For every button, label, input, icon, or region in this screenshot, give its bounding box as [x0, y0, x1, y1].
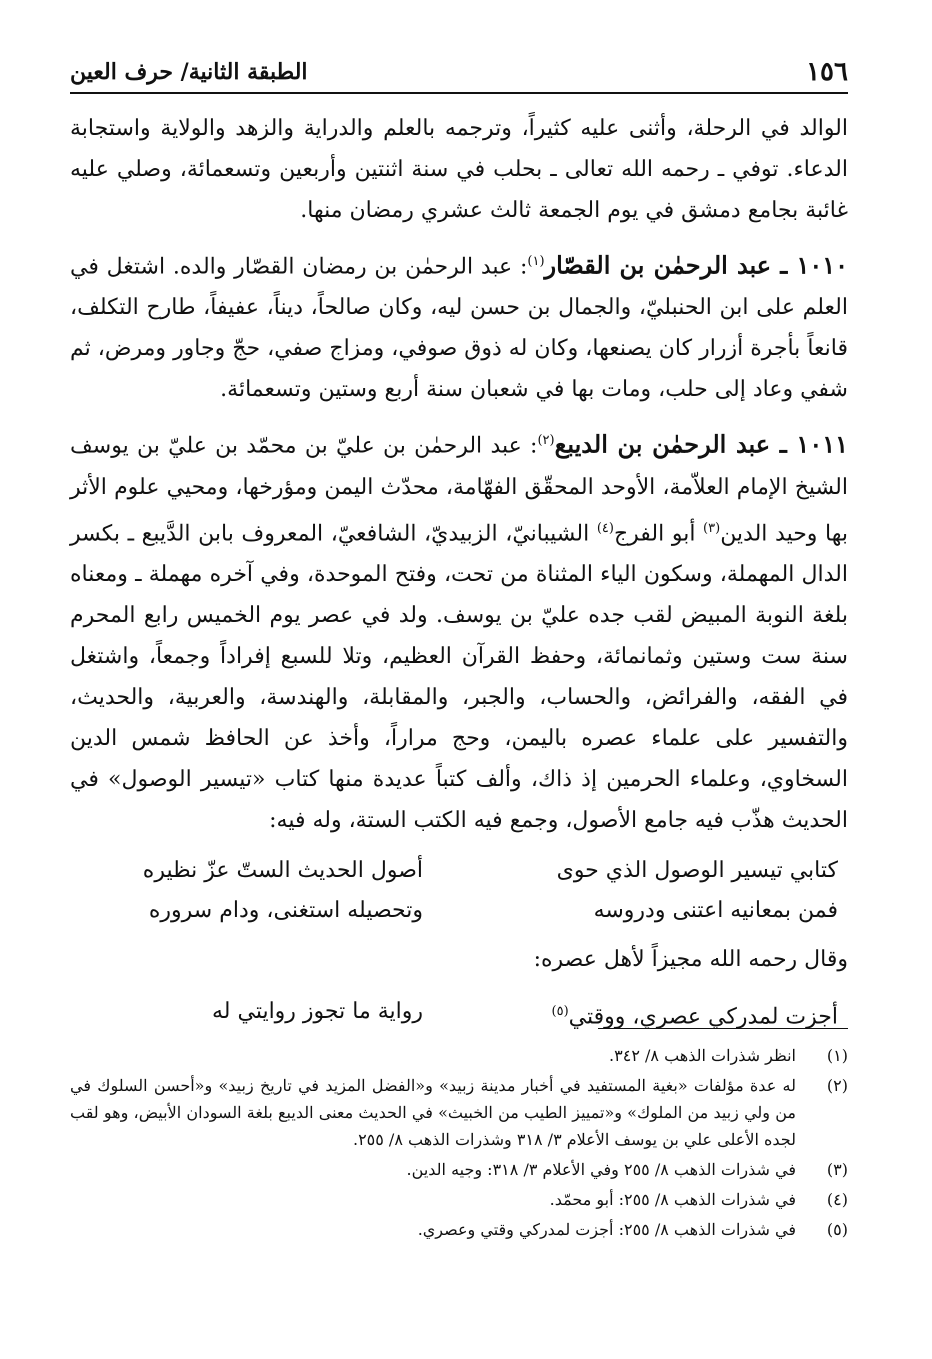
entry-1011 — [70, 420, 848, 841]
verse-2-second-hemistich: وتحصيله استغنى، ودام سروره — [148, 897, 423, 923]
running-title: الطبقة الثانية/ حرف العين — [70, 59, 308, 85]
verse-row — [70, 992, 848, 1037]
footnote-ref-1: (١) — [527, 254, 545, 269]
verse-3-first-text: أجزت لمدركي عصري، ووقتي — [568, 1004, 838, 1030]
entry-1010-heading: ١٠١٠ ـ عبد الرحمٰن بن القصّار — [544, 250, 848, 280]
entry-1011-body-a: : عبد الرحمٰن بن عليّ بن محمّد بن عليّ بن يوسف الشيخ الإمام العلاّمة، الأوحد المحقّق الفهّامة، محدّث اليمن ومؤرخها، ومحيي علوم الأثر بها وحيد الدين — [70, 433, 848, 546]
footnote-number: (١) — [826, 1046, 848, 1065]
footnote-number: (٥) — [826, 1220, 848, 1239]
verse-1-second-hemistich: أصول الحديث الستّ عزّ نظيره — [142, 857, 423, 883]
footnote — [70, 1186, 848, 1213]
footnote — [70, 1156, 848, 1183]
footnotes — [70, 1042, 848, 1246]
footnote-number: (٣) — [826, 1160, 848, 1179]
footnote — [70, 1072, 848, 1153]
poem-block-2 — [70, 992, 848, 1037]
footnote-separator — [598, 1028, 848, 1029]
poem-block-1 — [70, 851, 848, 931]
verse-3-first-hemistich — [459, 992, 848, 1037]
verse-row — [70, 891, 848, 931]
entry-1011-body-b: أبو الفرج — [613, 520, 704, 546]
footnote — [70, 1216, 848, 1243]
paragraph-continuation: الوالد في الرحلة، وأثنى عليه كثيراً، وترجمه بالعلم والدراية والزهد والولاية واستجابة الدعاء. توفي ـ رحمه الله تعالى ـ بحلب في سنة اثنتين وأربعين وتسعمائة، وصلي عليه غائبة بجامع دمشق في يوم الجمعة ثالث عشري رمضان منها. — [70, 116, 849, 223]
verse-row — [70, 851, 848, 891]
footnote-text: في شذرات الذهب ٨/ ٢٥٥: أجزت لمدركي وقتي وعصري. — [417, 1220, 796, 1239]
footnote-text: انظر شذرات الذهب ٨/ ٣٤٢. — [609, 1046, 796, 1065]
footnote-text: في شذرات الذهب ٨/ ٢٥٥ وفي الأعلام ٣/ ٣١٨: وجيه الدين. — [406, 1160, 796, 1179]
main-text — [70, 108, 848, 1037]
poem-intro: وقال رحمه الله مجيزاً لأهل عصره: — [533, 946, 848, 972]
footnote-number: (٢) — [826, 1076, 848, 1095]
verse-2-first-hemistich: فمن بمعانيه اعتنى ودروسه — [593, 897, 838, 923]
verse-1-first-hemistich: كتابي تيسير الوصول الذي حوى — [556, 857, 838, 883]
entry-1010-body: : عبد الرحمٰن بن رمضان القصّار والده. اشتغل في العلم على ابن الحنبليّ، والجمال بن حسن ليه، وكان صالحاً، ديناً، عفيفاً، طارح التكلف، قانعاً بأجرة أزرار كان يصنعها، وكان له ذوق صوفي، ومزاج صفي، حجّ وجاور ومرض، ثم شفي وعاد إلى حلب، ومات بها في شعبان سنة أربع وستين وتسعمائة. — [70, 254, 848, 403]
entry-1010 — [70, 241, 848, 410]
entry-1011-body-c: الشيبانيّ، الزبيديّ، الشافعيّ، المعروف بابن الدَّيبع ـ بكسر الدال المهملة، وسكون الياء المثناة من تحت، وفتح الموحدة، وفي آخره مهملة ـ ومعناه بلغة النوبة المبيض لقب جده عليّ بن يوسف. ولد في عصر يوم الخميس رابع المحرم سنة ست وستين وثمانمائة، وحفظ القرآن العظيم، وتلا للسبع إفراداً وجمعاً، واشتغل في الفقه، والفرائض، والحساب، والجبر، والمقابلة، والهندسة، والعربية، والحديث، والتفسير على علماء عصره باليمن، وحج مراراً، وأخذ عن الحافظ شمس الدين السخاوي، وعلماء الحرمين إذ ذاك، وألف كتباً عديدة منها كتاب «تيسير الوصول» في الحديث هذّب فيه جامع الأصول، وجمع فيه الكتب الستة، وله فيه: — [70, 520, 848, 833]
entry-1011-heading: ١٠١١ ـ عبد الرحمٰن بن الديبع — [554, 429, 848, 459]
footnote-ref-4: (٤) — [596, 520, 614, 536]
footnote-ref-3: (٣) — [703, 520, 721, 536]
footnote-number: (٤) — [826, 1190, 848, 1209]
verse-3-second-hemistich: رواية ما تجوز روايتي له — [211, 998, 423, 1024]
footnote-text: في شذرات الذهب ٨/ ٢٥٥: أبو محمّد. — [549, 1190, 796, 1209]
footnote-ref-5: (٥) — [551, 1003, 569, 1019]
footnote-text: له عدة مؤلفات «بغية المستفيد في أخبار مدينة زبيد» و«الفضل المزيد في تاريخ زبيد» و«أحسن السلوك في من ولي زبيد من الملوك» و«تمييز الطيب من الخبيث» في الحديث معنى الديبع بلغة السودان الأبيض، وهو لقب لجده الأعلى علي بن يوسف الأعلام ٣/ ٣١٨ وشذرات الذهب ٨/ ٢٥٥. — [70, 1076, 796, 1149]
page-number: ١٥٦ — [806, 57, 848, 87]
footnote-ref-2: (٢) — [537, 433, 555, 449]
footnote — [70, 1042, 848, 1069]
page-header — [70, 52, 848, 94]
